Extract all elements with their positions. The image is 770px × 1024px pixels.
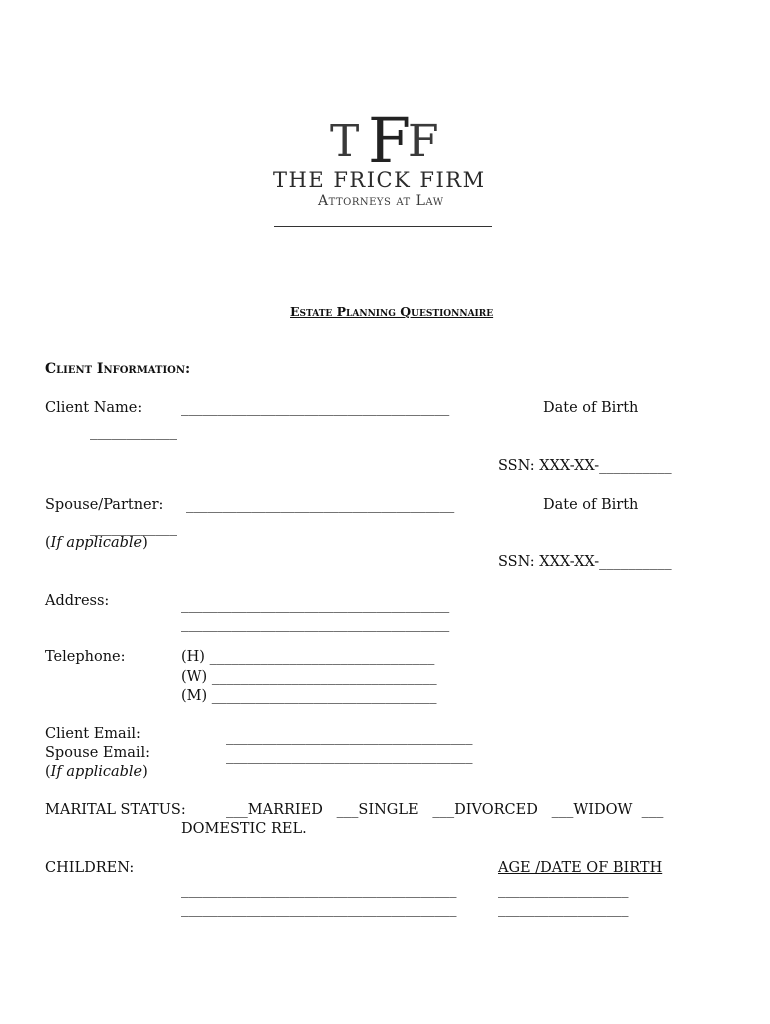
- spouse-dob-label: Date of Birth: [543, 497, 639, 513]
- logo-rule: [274, 226, 492, 227]
- logo-mono-left: T: [330, 116, 360, 167]
- telephone-work-field[interactable]: (W) _______________________________: [181, 669, 437, 685]
- telephone-mobile-field[interactable]: (M) _______________________________: [181, 688, 437, 704]
- section-heading: Client Information:: [45, 361, 191, 377]
- spouse-label: Spouse/Partner:: [45, 497, 164, 513]
- marital-status-label: MARITAL STATUS:: [45, 802, 186, 818]
- children-label: CHILDREN:: [45, 860, 135, 876]
- spouse-name-field[interactable]: _____________________________________: [186, 497, 455, 513]
- client-name-field[interactable]: _____________________________________: [181, 400, 450, 416]
- spouse-email-label: Spouse Email:: [45, 745, 151, 761]
- child-name-line-2[interactable]: ______________________________________: [181, 901, 457, 917]
- children-age-header: AGE /DATE OF BIRTH: [498, 860, 663, 876]
- document-title: Estate Planning Questionnaire: [290, 304, 494, 319]
- client-name-label: Client Name:: [45, 400, 143, 416]
- spouse-applicable-note: (If applicable): [45, 535, 148, 551]
- telephone-label: Telephone:: [45, 649, 126, 665]
- client-dob-label: Date of Birth: [543, 400, 639, 416]
- firm-subtitle: Attorneys at Law: [318, 193, 444, 209]
- child-age-line-1[interactable]: __________________: [498, 882, 629, 898]
- address-line-2[interactable]: _____________________________________: [181, 616, 450, 632]
- client-email-field[interactable]: __________________________________: [226, 729, 473, 745]
- logo-mono-mid: F: [368, 104, 412, 177]
- address-label: Address:: [45, 593, 110, 609]
- client-dob-field[interactable]: ____________: [90, 424, 177, 440]
- logo-monogram: [330, 104, 440, 177]
- logo-mono-right: F: [408, 116, 439, 167]
- address-line-1[interactable]: _____________________________________: [181, 597, 450, 613]
- child-name-line-1[interactable]: ______________________________________: [181, 882, 457, 898]
- spouse-dob-field[interactable]: ____________: [90, 520, 177, 536]
- spouse-ssn-field[interactable]: SSN: XXX-XX-__________: [498, 554, 672, 570]
- client-ssn-field[interactable]: SSN: XXX-XX-__________: [498, 458, 672, 474]
- spouse-email-field[interactable]: __________________________________: [226, 748, 473, 764]
- marital-status-options[interactable]: ___MARRIED ___SINGLE ___DIVORCED ___WIDOW ___: [226, 802, 664, 818]
- child-age-line-2[interactable]: __________________: [498, 901, 629, 917]
- telephone-home-field[interactable]: (H) _______________________________: [181, 649, 435, 665]
- marital-status-options-cont[interactable]: DOMESTIC REL.: [181, 821, 307, 837]
- client-email-label: Client Email:: [45, 726, 141, 742]
- firm-name: THE FRICK FIRM: [273, 168, 486, 192]
- email-applicable-note: (If applicable): [45, 764, 148, 780]
